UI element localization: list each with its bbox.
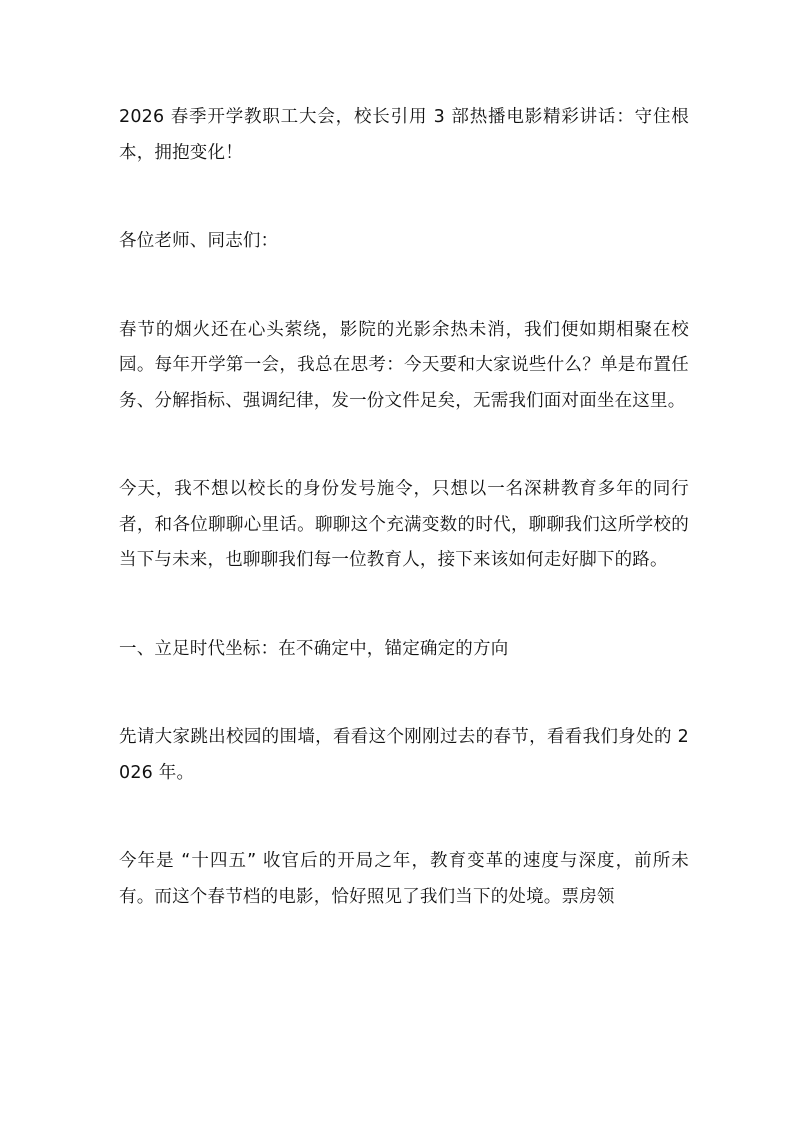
paragraph-context: 先请大家跳出校园的围墙，看看这个刚刚过去的春节，看看我们身处的 2026 年。	[119, 727, 689, 783]
document-body	[119, 100, 689, 968]
section-heading-1: 一、立足时代坐标：在不确定中，锚定确定的方向	[119, 638, 509, 659]
document-title: 2026 春季开学教职工大会，校长引用 3 部热播电影精彩讲话：守住根本，拥抱变化！	[119, 107, 689, 163]
paragraph-intro: 春节的烟火还在心头萦绕，影院的光影余热未消，我们便如期相聚在校园。每年开学第一会，我总在思考：今天要和大家说些什么？单是布置任务、分解指标、强调纪律，发一份文件足矣，无需我们面对面坐在这里。	[119, 319, 689, 411]
paragraph-purpose: 今天，我不想以校长的身份发号施令，只想以一名深耕教育多年的同行者，和各位聊聊心里话。聊聊这个充满变数的时代，聊聊我们这所学校的当下与未来，也聊聊我们每一位教育人，接下来该如何走好脚下的路。	[119, 479, 689, 570]
paragraph-films: 今年是 “十四五” 收官后的开局之年，教育变革的速度与深度，前所未有。而这个春节档的电影，恰好照见了我们当下的处境。票房领	[119, 851, 689, 907]
paragraph-salutation: 各位老师、同志们：	[119, 231, 279, 251]
